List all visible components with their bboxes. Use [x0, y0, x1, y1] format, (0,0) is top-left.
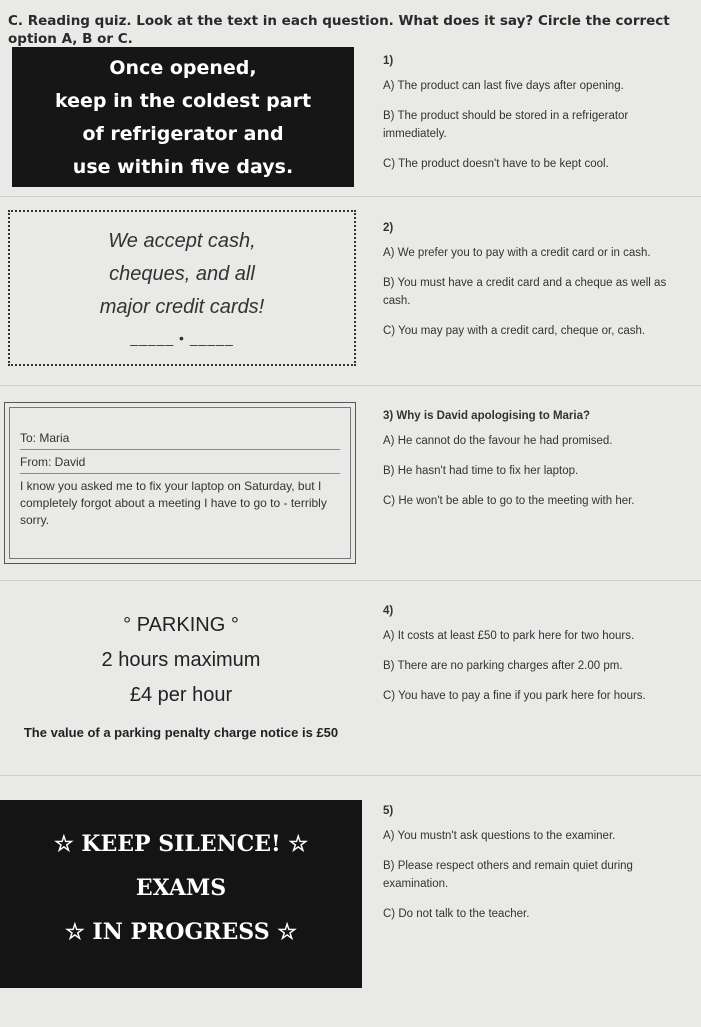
sign-line: ☆ KEEP SILENCE! ☆ [53, 831, 309, 857]
divider [20, 473, 340, 474]
instruction: C. Reading quiz. Look at the text in each question. What does it say? Circle the correct option A, B or C. [8, 13, 670, 47]
sign-exams [0, 800, 362, 988]
divider [20, 449, 340, 450]
option-c[interactable]: C) You have to pay a fine if you park here for hours. [383, 690, 646, 702]
divider [0, 775, 701, 776]
sign-line: ° PARKING ° [123, 614, 239, 636]
note-to: To: Maria [20, 431, 70, 445]
question-2 [383, 222, 693, 352]
sign-line: major credit cards! [99, 296, 265, 318]
question-3 [383, 410, 693, 522]
option-b[interactable]: B) There are no parking charges after 2.00 pm. [383, 660, 623, 672]
option-a[interactable]: A) The product can last five days after opening. [383, 80, 624, 92]
question-number: 4) [383, 605, 394, 617]
sign-line: cheques, and all [109, 263, 255, 285]
option-c[interactable]: C) Do not talk to the teacher. [383, 908, 530, 920]
sign-parking [0, 600, 362, 750]
question-number: 5) [383, 805, 394, 817]
option-c[interactable]: C) You may pay with a credit card, cheque or, cash. [383, 325, 646, 337]
option-a[interactable]: A) He cannot do the favour he had promised. [383, 435, 613, 447]
note-body: I know you asked me to fix your laptop on Saturday, but I completely forgot about a meeting I have to go to - terribly sorry. [20, 479, 327, 527]
option-b[interactable]: B) The product should be stored in a refrigerator immediately. [383, 110, 629, 140]
sign-line: We accept cash, [108, 230, 256, 252]
sign-line: 2 hours maximum [101, 649, 261, 671]
sign-note [4, 402, 356, 564]
sign-payment [8, 210, 356, 366]
option-a[interactable]: A) It costs at least £50 to park here for two hours. [383, 630, 635, 642]
question-1 [383, 55, 688, 185]
sign-line: of refrigerator and [82, 123, 284, 145]
sign-line: Once opened, [109, 57, 257, 79]
divider [0, 580, 701, 581]
option-b[interactable]: B) Please respect others and remain quiet during examination. [383, 860, 633, 890]
question-5 [383, 805, 688, 935]
sign-line: keep in the coldest part [54, 90, 312, 112]
note-from: From: David [20, 455, 86, 469]
sign-refrigerator [12, 47, 354, 187]
option-a[interactable]: A) We prefer you to pay with a credit card or in cash. [383, 247, 651, 259]
sign-line: use within five days. [72, 156, 294, 178]
question-number: 3) Why is David apologising to Maria? [383, 410, 591, 422]
sign-decoration: _____ • _____ [130, 330, 234, 346]
option-a[interactable]: A) You mustn't ask questions to the examiner. [383, 830, 616, 842]
option-b[interactable]: B) You must have a credit card and a cheque as well as cash. [383, 277, 667, 307]
sign-line: ☆ IN PROGRESS ☆ [65, 919, 297, 945]
divider [0, 196, 701, 197]
divider [0, 385, 701, 386]
sign-line: EXAMS [135, 875, 227, 901]
sign-line: £4 per hour [129, 684, 233, 706]
note-card [9, 407, 351, 559]
question-4 [383, 605, 693, 717]
sign-line: The value of a parking penalty charge notice is £50 [23, 725, 339, 740]
option-b[interactable]: B) He hasn't had time to fix her laptop. [383, 465, 579, 477]
question-number: 2) [383, 222, 394, 234]
option-c[interactable]: C) He won't be able to go to the meeting with her. [383, 495, 635, 507]
option-c[interactable]: C) The product doesn't have to be kept cool. [383, 158, 609, 170]
question-number: 1) [383, 55, 394, 67]
